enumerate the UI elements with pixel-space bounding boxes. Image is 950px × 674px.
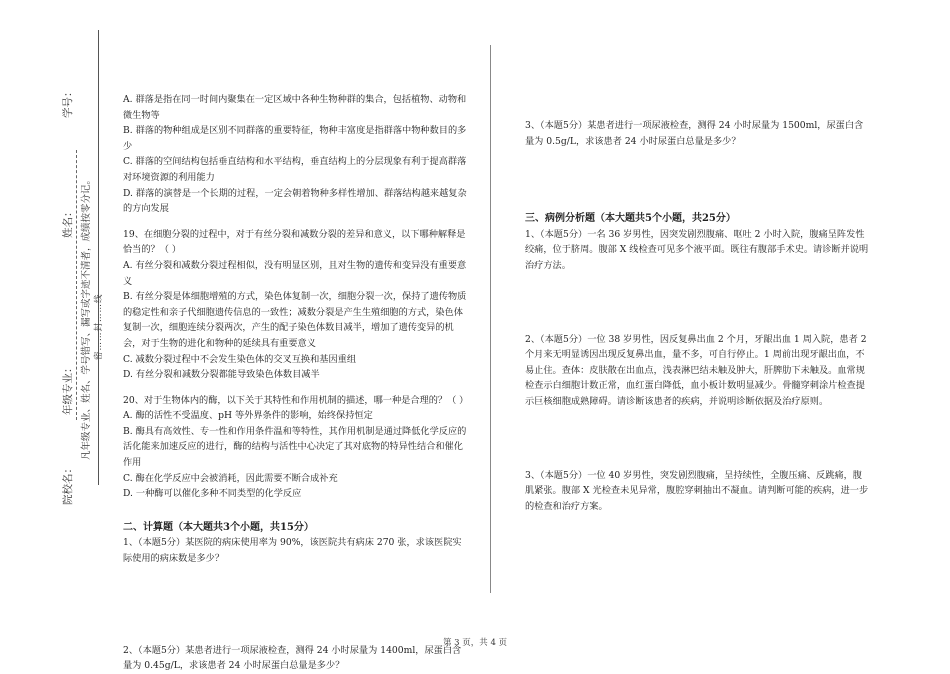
case-question-1: 1、（本题5分）一名 36 岁男性，因突发剧烈腹痛、呕吐 2 小时入院，腹痛呈阵发性绞痛，位于脐周。腹部 X 线检查可见多个液平面。既往有腹部手术史。请诊断并说明治疗方法。 [525,228,869,271]
q20-option-c: C. 酶在化学反应中会被消耗，因此需要不断合成补充 [123,472,338,484]
name-label: 姓名： [62,206,74,238]
calc-question-1: 1、（本题5分）某医院的病床使用率为 90%，该医院共有病床 270 张，求该医院实际使用的病床数是多少？ [123,537,462,565]
binding-line-outer [98,30,99,485]
right-column [525,118,871,514]
q20-stem: 20、对于生物体内的酶，以下关于其特性和作用机制的描述，哪一种是合理的？（ ） [123,394,469,406]
class-label: 年级专业： [62,362,74,415]
binding-line-seal [76,150,77,420]
binding-strip [0,0,112,672]
q19-option-a: A. 有丝分裂和减数分裂过程相似，没有明显区别，且对生物的遗传和变异没有重要意义 [123,259,467,287]
q20-option-b: B. 酶具有高效性、专一性和作用条件温和等特性，其作用机制是通过降低化学反应的活化能来加速反应的进行，酶的结构与活性中心决定了其对底物的特异性结合和催化作用 [123,425,467,469]
section3-title: 三、病例分析题（本大题共5个小题，共25分） [525,213,736,225]
seal-text: 密……封……线 [94,293,104,360]
column-divider [490,45,491,593]
calc-question-3: 3、（本题5分）某患者进行一项尿液检查，测得 24 小时尿量为 1500ml，尿蛋白含量为 0.5g/L，求该患者 24 小时尿蛋白总量是多少？ [525,120,864,147]
left-column [123,92,468,674]
q20-option-d: D. 一种酶可以催化多种不同类型的化学反应 [123,488,302,500]
q19-option-c: C. 减数分裂过程中不会发生染色体的交叉互换和基因重组 [123,353,357,365]
page-footer: 第 3 页，共 4 页 [442,638,508,648]
q18-option-b: B. 群落的物种组成是区别不同群落的重要特征，物种丰富度是指群落中物种数目的多少 [123,125,467,152]
studentid-label: 学号： [62,86,74,118]
q20-option-a: A. 酶的活性不受温度、pH 等外界条件的影响，始终保持恒定 [123,410,373,422]
case-question-2: 2、（本题5分）一位 38 岁男性，因反复鼻出血 2 个月，牙龈出血 1 周入院，患者 2 个月来无明显诱因出现反复鼻出血，量不多，可自行停止。1 周前出现牙龈出血，不易止住。查体：皮肤散在出血点，浅表淋巴结未触及肿大，肝脾肋下未触及。血常规检查示白细胞计数正常，血红蛋白降低，血小板计数明显减少。骨髓穿刺涂片检查提示巨核细胞成熟障碍。请诊断该患者的疾病，并说明诊断依据及治疗原则。 [525,333,867,407]
q19-option-b: B. 有丝分裂是体细胞增殖的方式，染色体复制一次，细胞分裂一次，保持了遗传物质的稳定性和亲子代细胞遗传信息的一致性；减数分裂是产生生殖细胞的方式，染色体复制一次，细胞连续分裂两次，产生的配子染色体数目减半，增加了遗传变异的机会，对于生物的进化和物种的延续具有重要意义 [123,291,467,349]
q18-option-a: A. 群落是指在同一时间内聚集在一定区域中各种生物种群的集合，包括植物、动物和微生物等 [123,94,467,121]
section2-title: 二、计算题（本大题共3个小题，共15分） [123,521,314,533]
q19-option-d: D. 有丝分裂和减数分裂都能导致染色体数目减半 [123,369,320,381]
case-question-3: 3、（本题5分）一位 40 岁男性，突发剧烈腹痛，呈持续性，全腹压痛、反跳痛，腹肌紧张。腹部 X 光检查未见异常，腹腔穿刺抽出不凝血。请判断可能的疾病，进一步的检查和治疗方案。 [525,469,869,512]
q19-stem: 19、在细胞分裂的过程中，对于有丝分裂和减数分裂的差异和意义，以下哪种解释是恰当的？（ ） [123,228,466,256]
calc-question-2: 2、（本题5分）某患者进行一项尿液检查，测得 24 小时尿量为 1400ml，尿蛋白含量为 0.45g/L，求该患者 24 小时尿蛋白总量是多少？ [123,644,462,672]
school-label: 院校名： [62,463,74,505]
q18-option-c: C. 群落的空间结构包括垂直结构和水平结构，垂直结构上的分层现象有利于提高群落对环境资源的利用能力 [123,156,467,183]
q18-option-d: D. 群落的演替是一个长期的过程，一定会朝着物种多样性增加、群落结构越来越复杂的方向发展 [123,187,467,215]
warning-line: 凡年级专业、姓名、学号错写、漏写或字迹不清者，成绩按零分记。 [81,174,92,460]
